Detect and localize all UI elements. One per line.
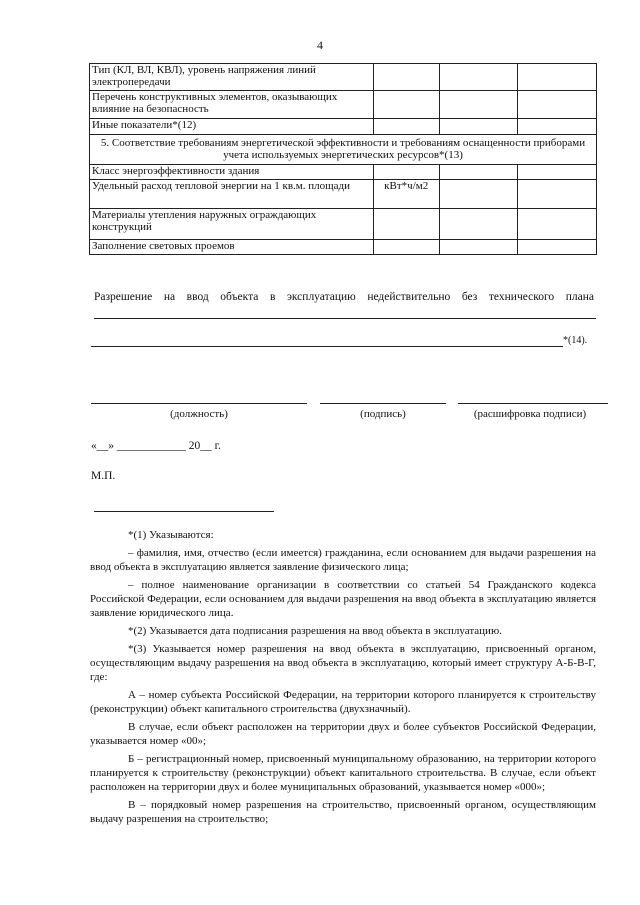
unit-cell [373,209,439,240]
unit-cell: кВт*ч/м2 [373,180,439,209]
footnote: А – номер субъекта Российской Федерации, на территории которого планируется к строительству (реконструкции) объект капитального строительства (двухзначный). [90,689,596,715]
row-label: Заполнение световых проемов [90,240,374,255]
row-label: Тип (КЛ, ВЛ, КВЛ), уровень напряжения линий электропередачи [90,64,374,91]
page-number: 4 [317,38,323,52]
unit-cell [373,64,439,91]
footnote: Б – регистрационный номер, присвоенный муниципальному образованию, на территории которого планируется к строительству (реконструкции) объект капитального строительства. В случае, если объект расположен на территории двух и более муниципальных образований, указывается номер «000»; [90,753,596,793]
footnote: – фамилия, имя, отчество (если имеется) гражданина, если основанием для выдачи разрешения на ввод объекта в эксплуатацию является заявление физического лица; [90,547,596,573]
row-label: Перечень конструктивных элементов, оказывающих влияние на безопасность [90,91,374,119]
fill-line [94,318,596,319]
signature-line [91,403,307,404]
table-row [90,180,597,209]
unit-cell [373,91,439,119]
unit-cell [373,240,439,255]
unit-cell [373,119,439,135]
date-line: «__» ____________ 20__ г. [91,440,221,452]
table-row [90,91,597,119]
footnote: – полное наименование организации в соответствии со статьей 54 Гражданского кодекса Российской Федерации, если основанием для выдачи разрешения на ввод объекта в эксплуатацию является заявление юридического лица. [90,579,596,619]
row-label: Класс энергоэффективности здания [90,165,374,180]
signature-line [458,403,608,404]
footnote: В – порядковый номер разрешения на строительство, присвоенный органом, осуществляющим выдачу разрешения на строительство; [90,799,596,825]
signature-label: (подпись) [360,408,406,420]
row-label: Удельный расход тепловой энергии на 1 кв.м. площади [90,180,374,209]
footnote: *(3) Указывается номер разрешения на ввод объекта в эксплуатацию, присвоенный органом, осуществляющим выдачу разрешения на ввод объекта в эксплуатацию, который имеет структуру А-Б-В-Г, где: [90,643,596,683]
section-heading: 5. Соответствие требованиям энергетической эффективности и требованиям оснащенности приборами учета используемых энергетических ресурсов*(13) [90,135,597,165]
fill-line [91,346,563,347]
stamp-place: М.П. [91,470,116,482]
table-section-heading-row [90,135,597,165]
indicators-table [89,63,597,255]
table-row [90,209,597,240]
row-label: Иные показатели*(12) [90,119,374,135]
footnotes [90,528,596,830]
footnote: *(2) Указывается дата подписания разрешения на ввод объекта в эксплуатацию. [128,625,502,637]
table-row [90,240,597,255]
row-label: Материалы утепления наружных ограждающих конструкций [90,209,374,240]
table-row [90,64,597,91]
position-label: (должность) [170,408,228,420]
footnote: *(1) Указываются: [128,529,214,541]
footnote-separator [94,511,274,512]
unit-cell [373,165,439,180]
table-row [90,165,597,180]
decoding-label: (расшифровка подписи) [473,408,587,420]
footnote: В случае, если объект расположен на территории двух и более субъектов Российской Федерации, указывается номер «00»; [90,721,596,747]
signature-line [320,403,446,404]
footnote-ref: *(14). [563,335,588,346]
technical-plan-note: Разрешение на ввод объекта в эксплуатацию недействительно без технического плана [94,291,594,303]
table-row [90,119,597,135]
